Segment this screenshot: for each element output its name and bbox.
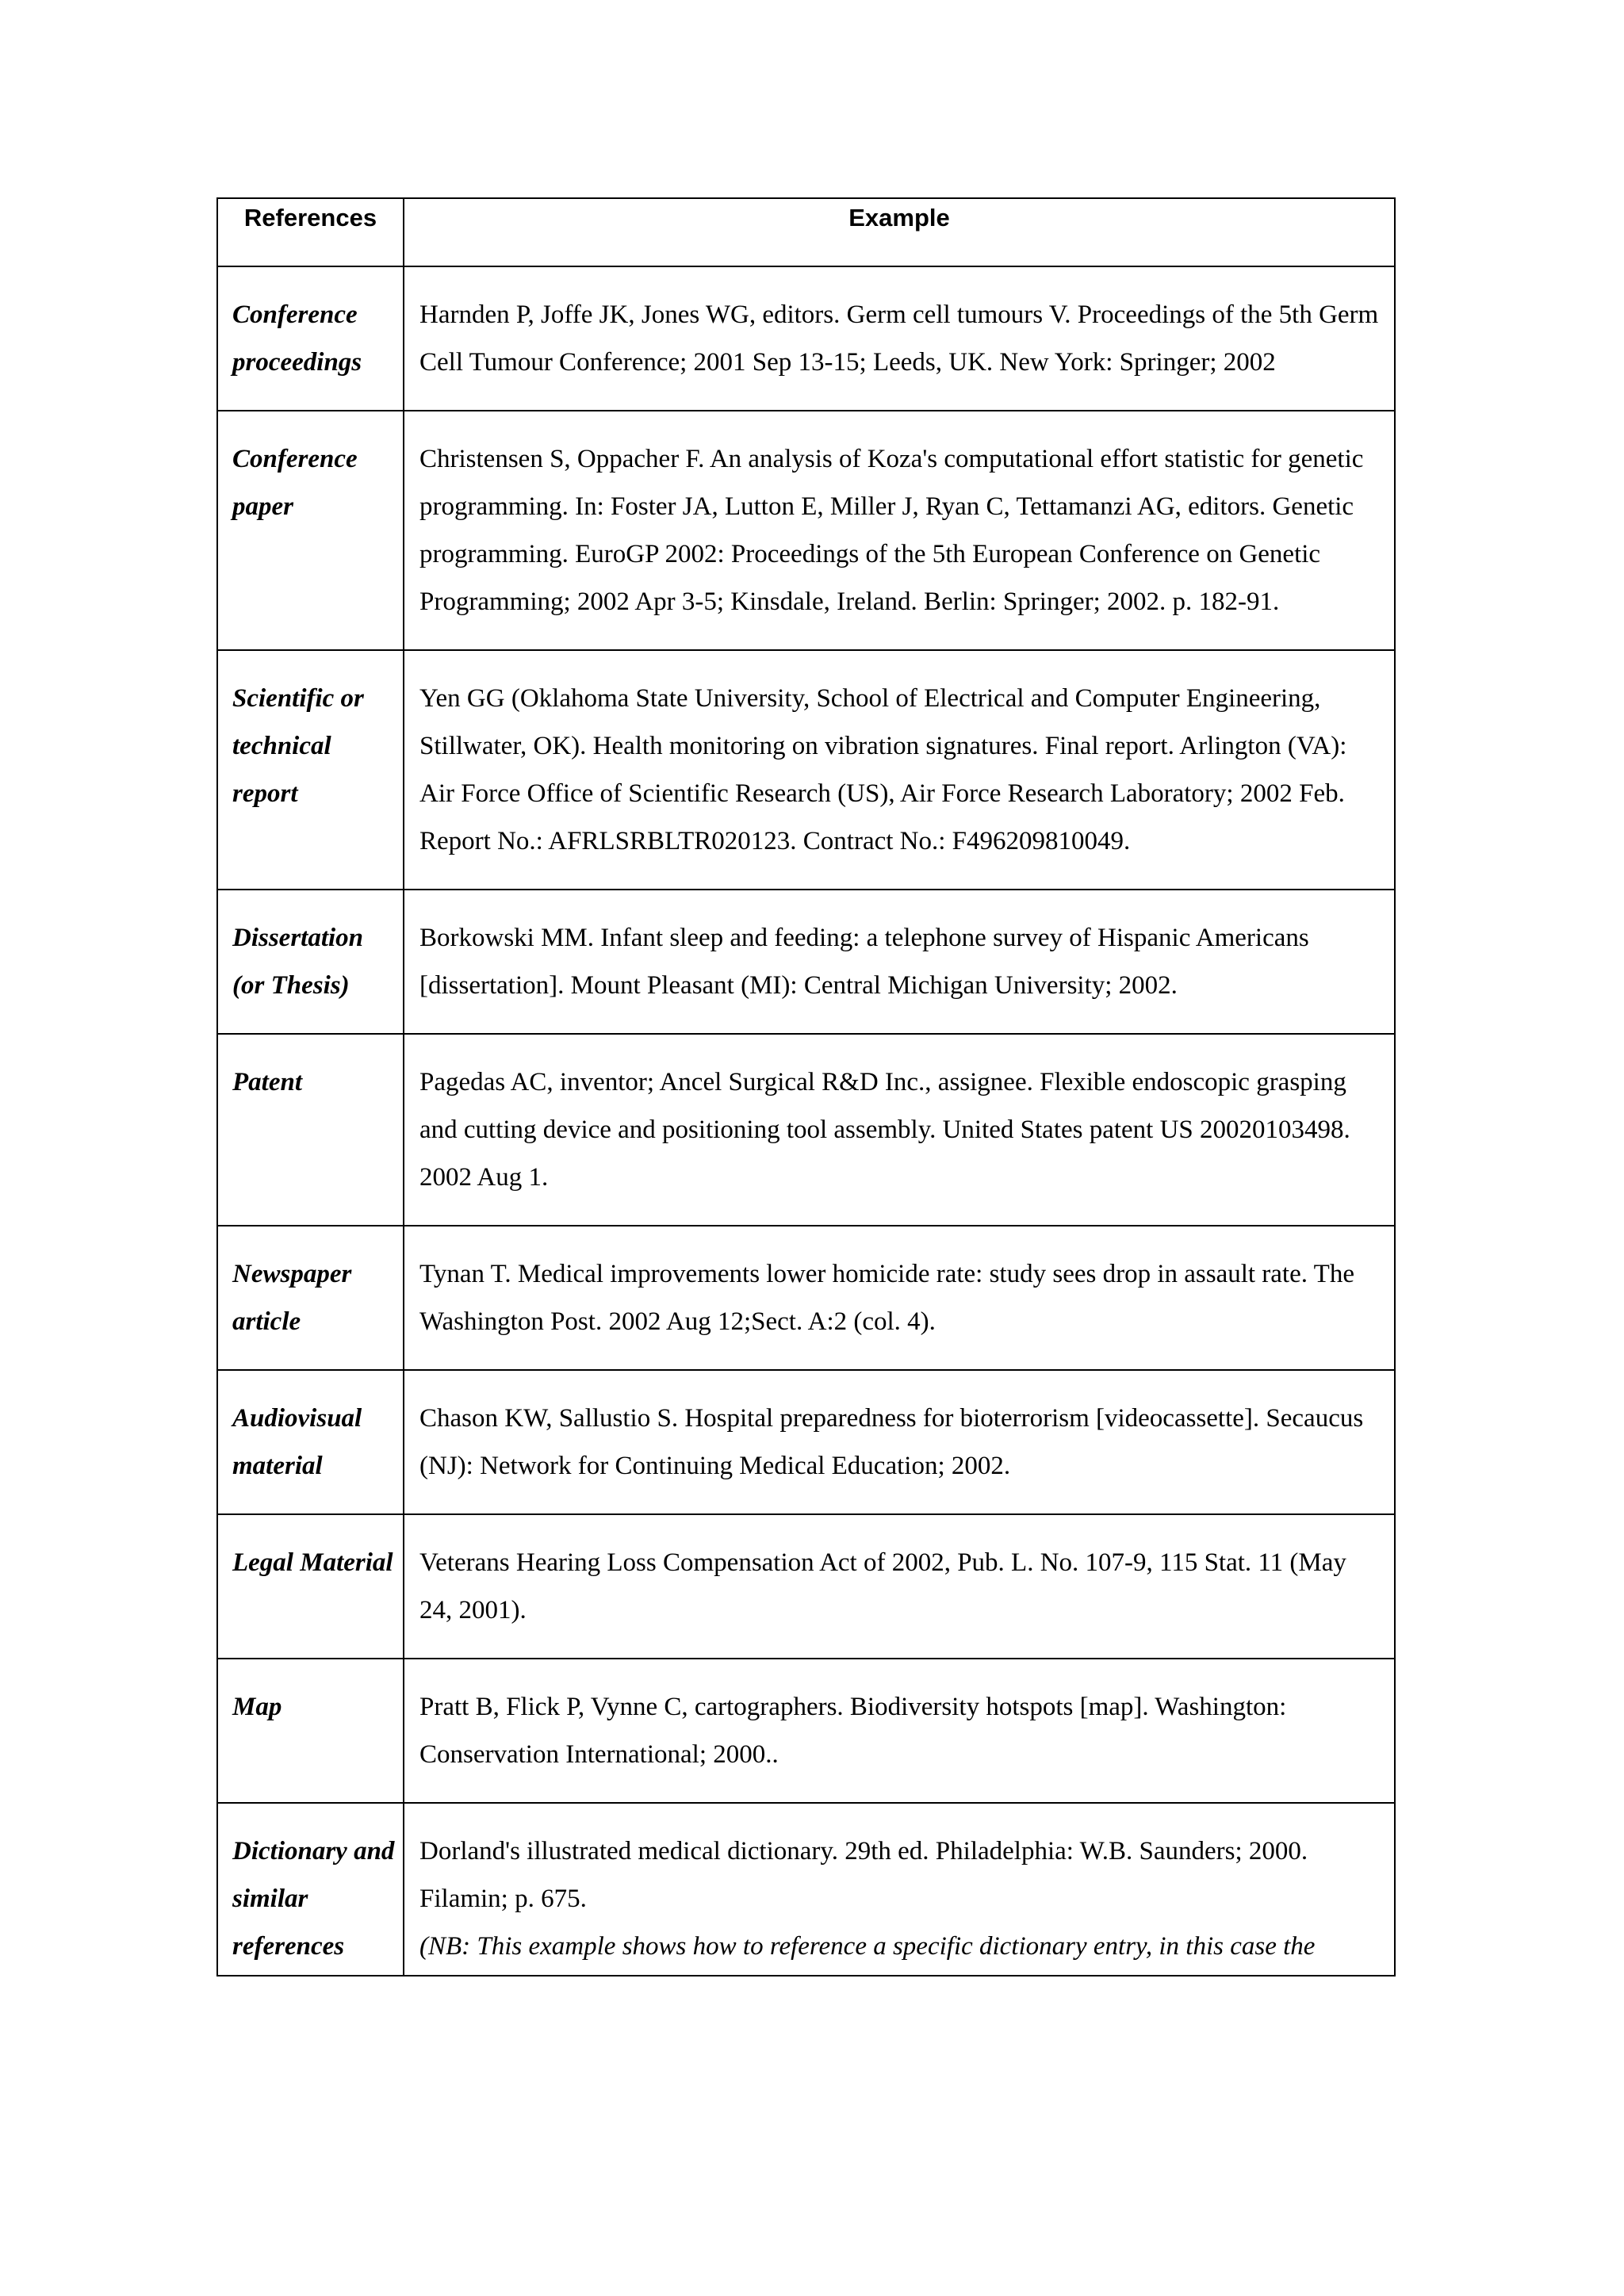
table-row xyxy=(217,411,1395,650)
reference-example: Harnden P, Joffe JK, Jones WG, editors. Germ cell tumours V. Proceedings of the 5th Germ Cell Tumour Conference; 2001 Sep 13-15; Leeds, UK. New York: Springer; 2002 xyxy=(404,266,1395,411)
reference-type: Map xyxy=(217,1659,404,1803)
table-row xyxy=(217,1659,1395,1803)
reference-example: Pagedas AC, inventor; Ancel Surgical R&D Inc., assignee. Flexible endoscopic grasping and cutting device and positioning tool assembly. United States patent US 20020103498. 2002 Aug 1. xyxy=(404,1034,1395,1226)
table-header-row xyxy=(217,198,1395,266)
table-row xyxy=(217,1370,1395,1514)
reference-type: Newspaper article xyxy=(217,1226,404,1370)
header-example xyxy=(404,198,1395,266)
table-row xyxy=(217,1226,1395,1370)
header-references-label: References xyxy=(243,204,377,232)
reference-type: Legal Material xyxy=(217,1514,404,1659)
reference-example: Chason KW, Sallustio S. Hospital preparedness for bioterrorism [videocassette]. Secaucus (NJ): Network for Continuing Medical Education; 2002. xyxy=(404,1370,1395,1514)
reference-note: (NB: This example shows how to reference a specific dictionary entry, in this case the xyxy=(419,1932,1316,1961)
reference-example: Christensen S, Oppacher F. An analysis of Koza's computational effort statistic for genetic programming. In: Foster JA, Lutton E, Miller J, Ryan C, Tettamanzi AG, editors. Genetic programming. EuroGP 2002: Proceedings of the 5th European Conference on Genetic Programming; 2002 Apr 3-5; Kinsdale, Ireland. Berlin: Springer; 2002. p. 182-91. xyxy=(404,411,1395,650)
reference-type: Dictionary and similar references xyxy=(217,1803,404,1976)
table-row xyxy=(217,1803,1395,1976)
references-table xyxy=(216,197,1396,1976)
reference-type: Audiovisual material xyxy=(217,1370,404,1514)
reference-type: Patent xyxy=(217,1034,404,1226)
reference-type: Conference paper xyxy=(217,411,404,650)
header-example-label: Example xyxy=(848,204,950,232)
table-row xyxy=(217,650,1395,890)
reference-example: Dorland's illustrated medical dictionary. 29th ed. Philadelphia: W.B. Saunders; 2000. Filamin; p. 675. xyxy=(419,1837,1308,1913)
reference-type: Scientific or technical report xyxy=(217,650,404,890)
reference-example-cell xyxy=(404,1803,1395,1976)
table-row xyxy=(217,890,1395,1034)
reference-example: Borkowski MM. Infant sleep and feeding: a telephone survey of Hispanic Americans [dissertation]. Mount Pleasant (MI): Central Michigan University; 2002. xyxy=(404,890,1395,1034)
reference-example: Yen GG (Oklahoma State University, School of Electrical and Computer Engineering, Stillwater, OK). Health monitoring on vibration signatures. Final report. Arlington (VA): Air Force Office of Scientific Research (US), Air Force Research Laboratory; 2002 Feb. Report No.: AFRLSRBLTR020123. Contract No.: F496209810049. xyxy=(404,650,1395,890)
reference-example: Pratt B, Flick P, Vynne C, cartographers. Biodiversity hotspots [map]. Washington: Conservation International; 2000.. xyxy=(404,1659,1395,1803)
table-row xyxy=(217,1514,1395,1659)
reference-type: Conference proceedings xyxy=(217,266,404,411)
reference-type: Dissertation (or Thesis) xyxy=(217,890,404,1034)
table-row xyxy=(217,266,1395,411)
table-row xyxy=(217,1034,1395,1226)
reference-example: Tynan T. Medical improvements lower homicide rate: study sees drop in assault rate. The Washington Post. 2002 Aug 12;Sect. A:2 (col. 4). xyxy=(404,1226,1395,1370)
header-references xyxy=(217,198,404,266)
reference-example: Veterans Hearing Loss Compensation Act of 2002, Pub. L. No. 107-9, 115 Stat. 11 (May 24, 2001). xyxy=(404,1514,1395,1659)
